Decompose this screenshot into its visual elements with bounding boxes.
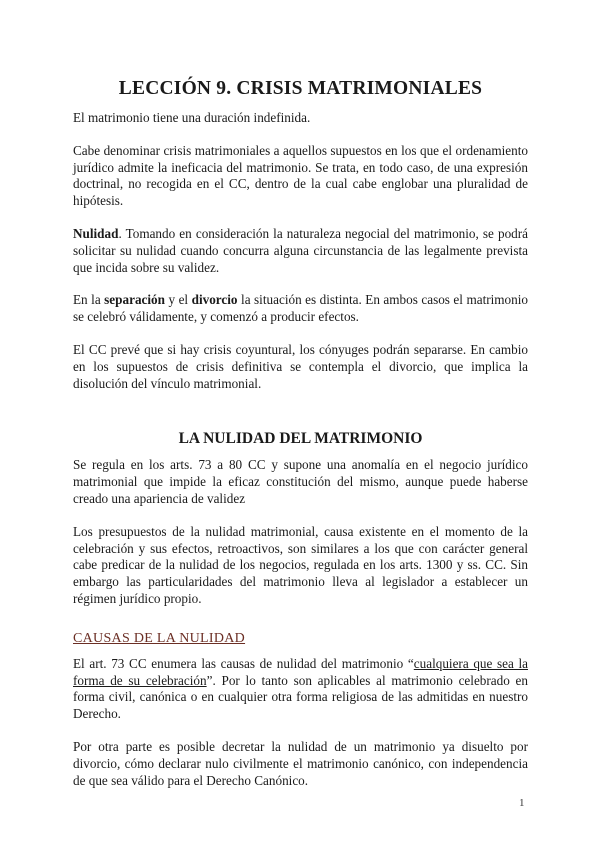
paragraph-cc-preve: El CC prevé que si hay crisis coyuntural, los cónyuges podrán separarse. En cambio en los supuestos de crisis definitiva se contempla el divorcio, que implica la disolución del vínculo matrimonial. (73, 341, 528, 391)
section-heading-nulidad: LA NULIDAD DEL MATRIMONIO (178, 430, 423, 448)
paragraph-nulidad (73, 226, 528, 276)
paragraph-separacion-divorcio (73, 292, 528, 326)
text-fragment: ”. Por lo tanto son aplicables al matrimonio celebrado en forma civil, canónica o en cualquier otra forma religiosa de las admitidas en nuestro Derecho. (73, 672, 528, 722)
paragraph-presupuestos: Los presupuestos de la nulidad matrimonial, causa existente en el momento de la celebración y sus efectos, retroactivos, son similares a los que con carácter general cabe predicar de la nulidad de los negocios, regulada en los arts. 1300 y ss. CC. Sin embargo las particularidades del matrimonio lleva al legislador a establecer un régimen jurídico propio. (73, 523, 528, 606)
paragraph-nulidad-disuelto: Por otra parte es posible decretar la nulidad de un matrimonio ya disuelto por divorcio, cómo declarar nulo civilmente el matrimonio canónico, con independencia de que sea válido para el Derecho Canónico. (73, 738, 528, 788)
intro-paragraph: El matrimonio tiene una duración indefinida. (73, 110, 311, 125)
section-heading-causas: CAUSAS DE LA NULIDAD (73, 630, 246, 646)
paragraph-art73 (73, 656, 528, 723)
term-divorcio: divorcio (191, 292, 238, 308)
term-nulidad: Nulidad (73, 225, 119, 241)
text-fragment: la situación es distinta. En ambos casos el matrimonio se celebró válidamente, y comenzó a producir efectos. (73, 292, 528, 325)
page-title: LECCIÓN 9. CRISIS MATRIMONIALES (118, 78, 483, 99)
page-number: 1 (519, 797, 525, 809)
paragraph-regulacion: Se regula en los arts. 73 a 80 CC y supone una anomalía en el negocio jurídico matrimonial que impide la eficaz constitución del mismo, aunque puede haberse creado una apariencia de validez (73, 457, 528, 506)
text-fragment: En la (73, 292, 105, 308)
text-fragment: El art. 73 CC enumera las causas de nulidad del matrimonio “ (73, 655, 414, 671)
quoted-phrase: cualquiera que sea la forma de su celebración (73, 655, 529, 688)
page-content (73, 78, 528, 789)
paragraph-nulidad-text: . Tomando en consideración la naturaleza negocial del matrimonio, se podrá solicitar su nulidad cuando concurra alguna circunstancia de las legalmente prevista que incida sobre su validez. (73, 225, 528, 275)
term-separacion: separación (104, 292, 165, 308)
paragraph-crisis-definition: Cabe denominar crisis matrimoniales a aquellos supuestos en los que el ordenamiento jurídico admite la ineficacia del matrimonio. Se trata, en todo caso, de una expresión doctrinal, no recogida en el CC, dentro de la cual cabe englobar una pluralidad de hipótesis. (73, 142, 528, 209)
text-fragment: y el (164, 292, 192, 308)
